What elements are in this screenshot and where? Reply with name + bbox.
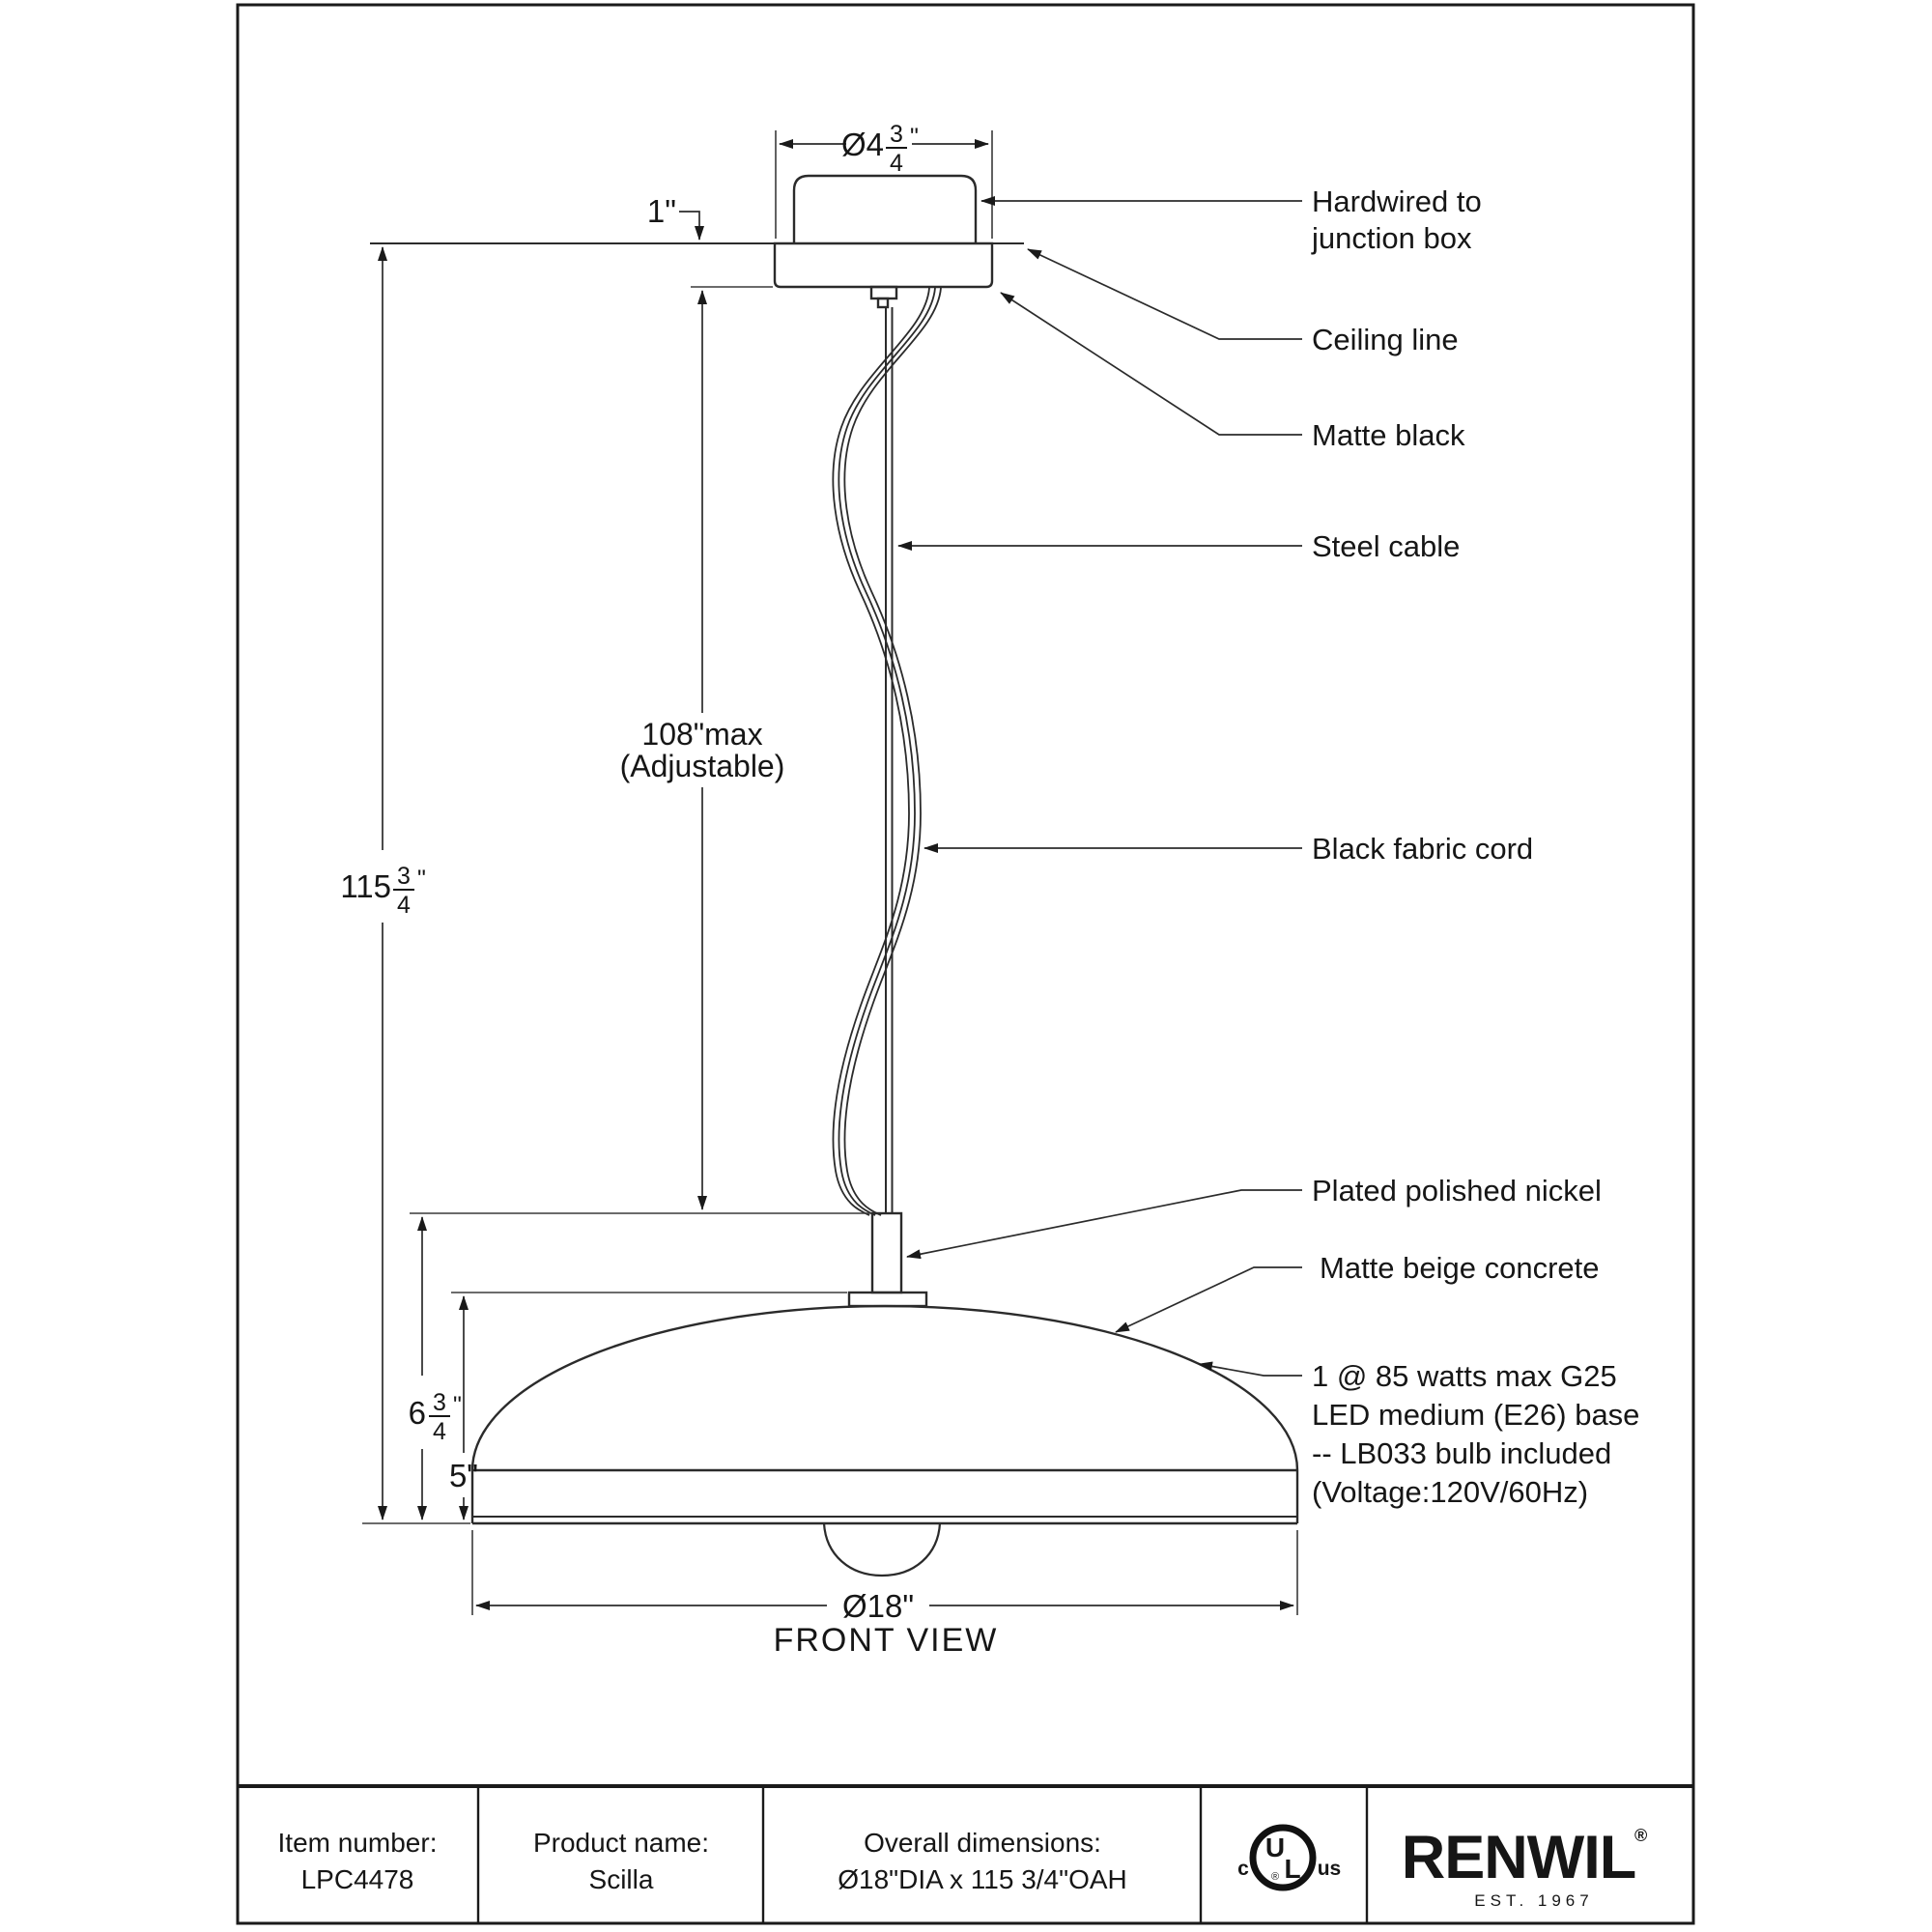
svg-text:®: ® xyxy=(1270,1871,1280,1883)
leader-nickel xyxy=(907,1190,1302,1257)
title-block-product-name xyxy=(533,1828,709,1894)
label-matte-beige-concrete: Matte beige concrete xyxy=(1320,1251,1600,1285)
label-ceiling-line: Ceiling line xyxy=(1312,323,1459,356)
cable-connector xyxy=(871,287,896,307)
view-label: FRONT VIEW xyxy=(773,1622,999,1659)
svg-text:": " xyxy=(453,1392,462,1419)
svg-text:(Adjustable): (Adjustable) xyxy=(619,749,785,783)
svg-text:L: L xyxy=(1284,1854,1301,1884)
steel-cable xyxy=(886,307,893,1213)
label-hardwired-line2: junction box xyxy=(1312,221,1472,255)
label-bulb-note-line3: -- LB033 bulb included xyxy=(1312,1436,1612,1470)
svg-text:3: 3 xyxy=(890,121,903,148)
svg-text:6: 6 xyxy=(408,1395,426,1431)
label-black-fabric-cord: Black fabric cord xyxy=(1312,832,1534,866)
dimension-labels xyxy=(340,121,919,1624)
svg-text:4: 4 xyxy=(397,892,411,919)
label-hardwired-line1: Hardwired to xyxy=(1312,185,1482,218)
junction-box xyxy=(794,176,976,244)
dim-shade-overall-height xyxy=(409,1389,462,1445)
svg-text:Item number:: Item number: xyxy=(277,1828,438,1858)
svg-text:Product name:: Product name: xyxy=(532,1828,710,1858)
svg-text:3: 3 xyxy=(397,863,411,890)
nickel-stem xyxy=(872,1213,901,1293)
svg-text:c: c xyxy=(1237,1858,1249,1880)
leader-lines xyxy=(898,201,1302,1376)
label-plated-polished-nickel: Plated polished nickel xyxy=(1312,1174,1602,1208)
svg-text:Ø4: Ø4 xyxy=(840,127,884,162)
leader-bulb-note xyxy=(1199,1364,1302,1376)
svg-text:": " xyxy=(910,124,919,151)
dim-canopy-diameter xyxy=(841,121,919,177)
dim-shade-height: 5" xyxy=(448,1458,479,1493)
svg-text:4: 4 xyxy=(890,150,903,177)
brand-logo xyxy=(1402,1824,1648,1910)
label-bulb-note-line1: 1 @ 85 watts max G25 xyxy=(1312,1359,1617,1393)
brand-established: EST. 1967 xyxy=(1474,1891,1594,1910)
svg-text:Overall dimensions:: Overall dimensions: xyxy=(864,1828,1101,1858)
ul-certification-icon xyxy=(1237,1828,1341,1888)
title-block-item-number xyxy=(278,1828,438,1894)
label-steel-cable: Steel cable xyxy=(1312,529,1461,563)
bulb xyxy=(824,1523,940,1576)
canopy-height-leader xyxy=(679,212,699,240)
label-matte-black: Matte black xyxy=(1312,418,1465,452)
shade-dome xyxy=(472,1306,1297,1470)
title-block xyxy=(238,1786,1693,1922)
annotation-labels xyxy=(1311,185,1639,1509)
leader-matte-black xyxy=(1001,293,1302,435)
product-name-value: Scilla xyxy=(588,1864,654,1894)
label-bulb-note-line4: (Voltage:120V/60Hz) xyxy=(1312,1475,1589,1509)
svg-text:3: 3 xyxy=(433,1389,446,1416)
title-block-overall-dimensions xyxy=(838,1828,1127,1894)
dim-cord-length xyxy=(620,717,785,783)
extension-lines xyxy=(362,130,1297,1615)
dimension-lines xyxy=(383,144,1293,1605)
brand-registered-mark: ® xyxy=(1634,1826,1648,1845)
svg-text:115: 115 xyxy=(340,868,391,904)
svg-text:": " xyxy=(417,866,426,893)
item-number-value: LPC4478 xyxy=(300,1864,414,1894)
svg-text:108"max: 108"max xyxy=(641,717,763,752)
brand-name: RENWIL xyxy=(1401,1824,1636,1891)
label-bulb-note-line2: LED medium (E26) base xyxy=(1312,1398,1640,1432)
stem-flange xyxy=(849,1293,926,1306)
svg-text:4: 4 xyxy=(433,1418,446,1445)
dim-overall-height xyxy=(340,863,426,919)
overall-dimensions-value: Ø18"DIA x 115 3/4"OAH xyxy=(838,1864,1127,1894)
leader-ceiling-line xyxy=(1028,249,1302,339)
svg-text:U: U xyxy=(1264,1833,1286,1862)
dim-shade-diameter: Ø18" xyxy=(841,1588,915,1624)
canopy xyxy=(775,243,992,287)
leader-beige-concrete xyxy=(1116,1267,1302,1332)
dim-canopy-height: 1" xyxy=(646,193,676,229)
fabric-cord xyxy=(833,288,941,1215)
svg-text:us: us xyxy=(1317,1858,1342,1880)
shade-rim xyxy=(472,1470,1297,1523)
